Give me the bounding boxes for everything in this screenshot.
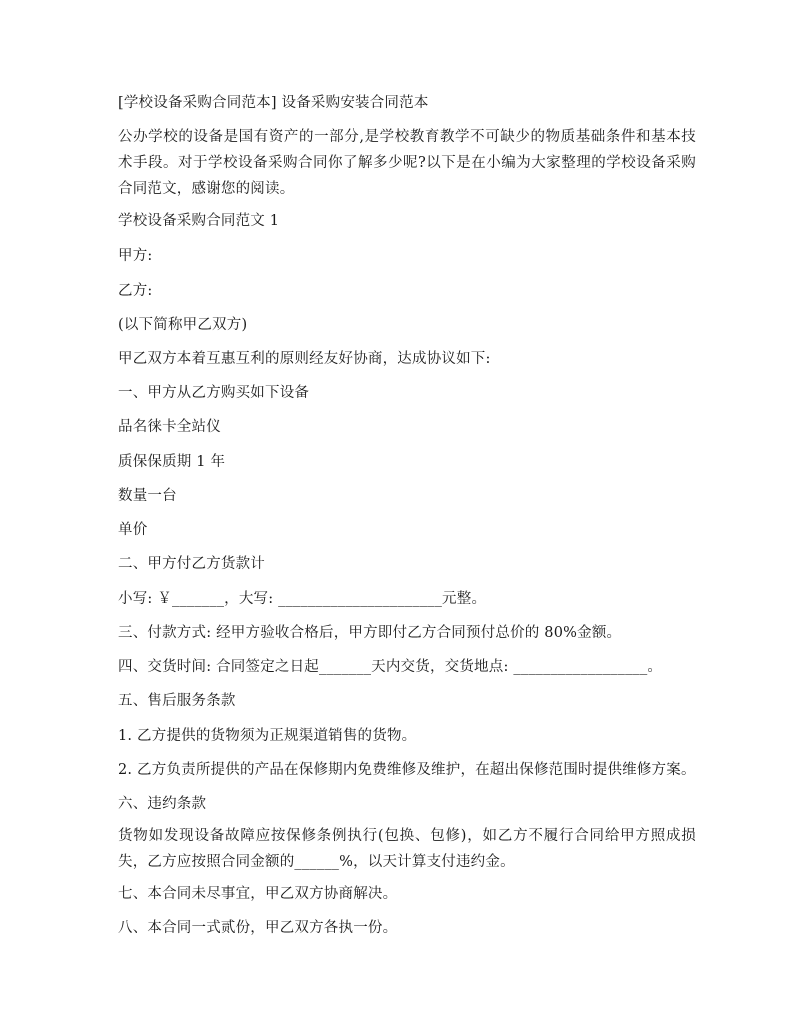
warranty-period: 质保保质期 1 年 — [118, 454, 226, 470]
clause-3-payment-method: 三、付款方式: 经甲方验收合格后，甲方即付乙方合同预付总价的 80%金额。 — [118, 625, 622, 641]
clause-1-heading: 一、甲方从乙方购买如下设备 — [118, 385, 310, 401]
product-name: 品名徕卡全站仪 — [118, 419, 221, 435]
clause-6-heading: 六、违约条款 — [118, 796, 207, 812]
document-title: [学校设备采购合同范本] 设备采购安装合同范本 — [118, 95, 429, 111]
clause-4-delivery: 四、交货时间: 合同签定之日起_______天内交货，交货地点: __________________。 — [118, 659, 663, 675]
clause-5-item-1: 1. 乙方提供的货物须为正规渠道销售的货物。 — [118, 728, 417, 744]
parties-note: (以下简称甲乙双方) — [118, 317, 248, 333]
party-a-label: 甲方: — [118, 248, 153, 264]
clause-8: 八、本合同一式贰份，甲乙双方各执一份。 — [118, 920, 398, 936]
clause-5-item-2: 2. 乙方负责所提供的产品在保修期内免费维修及维护，在超出保修范围时提供维修方案。 — [118, 762, 696, 778]
unit-price: 单价 — [118, 522, 148, 538]
agreement-statement: 甲乙双方本着互惠互利的原则经友好协商，达成协议如下: — [118, 351, 491, 367]
intro-paragraph: 公办学校的设备是国有资产的一部分,是学校教育教学不可缺少的物质基础条件和基本技术手段。对于学校设备采购合同你了解多少呢?以下是在小编为大家整理的学校设备采购合同范文，感谢您的阅读。 — [118, 129, 696, 197]
clause-5-heading: 五、售后服务条款 — [118, 693, 236, 709]
clause-2-heading: 二、甲方付乙方货款计 — [118, 556, 265, 572]
clause-6-text: 货物如发现设备故障应按保修条例执行(包换、包修)，如乙方不履行合同给甲方照成损失，乙方应按照合同金额的______%，以天计算支付违约金。 — [118, 828, 696, 870]
clause-7: 七、本合同未尽事宜，甲乙双方协商解决。 — [118, 886, 398, 902]
section-title: 学校设备采购合同范文 1 — [118, 213, 280, 229]
payment-amount: 小写: ￥_______，大写: ______________________元整。 — [118, 591, 487, 607]
party-b-label: 乙方: — [118, 283, 153, 299]
quantity: 数量一台 — [118, 488, 177, 504]
